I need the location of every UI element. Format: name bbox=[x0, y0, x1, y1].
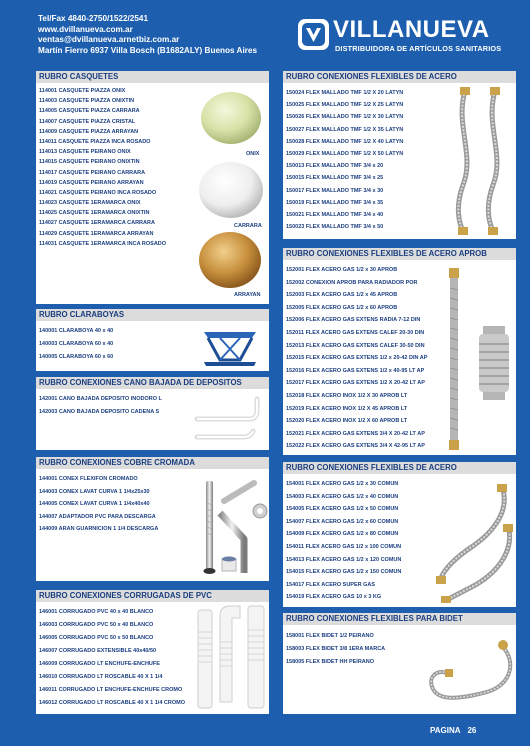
section-flex-aprob bbox=[283, 248, 516, 455]
list-item: 150017 FLEX MALLADO TMF 3/4 x 30 bbox=[286, 187, 384, 194]
section-casquetes bbox=[36, 71, 269, 304]
section-cano-bajada bbox=[36, 377, 269, 450]
list-item: 158003 FLEX BIDET 3/8 1ERA MARCA bbox=[286, 646, 386, 652]
list-item: 150019 FLEX MALLADO TMF 3/4 x 35 bbox=[286, 199, 384, 206]
list-item: 158001 FLEX BIDET 1/2 PEIRANO bbox=[286, 633, 374, 639]
label-onix: ONIX bbox=[246, 151, 260, 157]
list-item: 114017 CASQUETE PEIRANO CARRARA bbox=[39, 169, 146, 176]
list-item: 114001 CASQUETE PIAZZA ONIX bbox=[39, 88, 126, 94]
list-item: 152017 FLEX ACERO GAS EXTENS 1/2 X 20-42 LT AP bbox=[286, 380, 425, 387]
list-item: 114005 CASQUETE PIAZZA CARRARA bbox=[39, 108, 140, 115]
section-title: RUBRO CONEXIONES FLEXIBLES DE ACERO bbox=[283, 462, 516, 474]
list-item: 114019 CASQUETE PEIRANO ARRAYAN bbox=[39, 179, 144, 186]
contact-website[interactable]: www.dvillanueva.com.ar bbox=[38, 24, 133, 34]
brand-name: VILLANUEVA bbox=[333, 16, 490, 43]
list-item: 152003 FLEX ACERO GAS 1/2 x 45 APROB bbox=[286, 292, 398, 299]
list-item: 154017 FLEX ACERO SUPER GAS bbox=[286, 581, 376, 588]
list-item: 146003 CORRUGADO PVC 50 x 40 BLANCO bbox=[39, 622, 154, 628]
brand-subtitle: DISTRIBUIDORA DE ARTÍCULOS SANITARIOS bbox=[335, 44, 502, 53]
list-item: 150027 FLEX MALLADO TMF 1/2 X 35 LATYN bbox=[286, 126, 404, 133]
list-item: 150028 FLEX MALLADO TMF 1/2 X 40 LATYN bbox=[286, 138, 404, 145]
list-item: 146009 CORRUGADO LT ENCHUFE-ENCHUFE bbox=[39, 661, 160, 667]
list-item: 114027 CASQUETE 1ERAMARCA CARRARA bbox=[39, 220, 155, 227]
contact-email[interactable]: ventas@dvillanueva.arnetbiz.com.ar bbox=[38, 35, 180, 44]
section-flex-acero-comun bbox=[283, 462, 516, 607]
section-title: RUBRO CONEXIONES CORRUGADAS DE PVC bbox=[36, 590, 269, 602]
list-item: 152001 FLEX ACERO GAS 1/2 x 30 APROB bbox=[286, 267, 398, 273]
list-item: 114023 CASQUETE 1ERAMARCA ONIX bbox=[39, 200, 141, 207]
list-item: 114003 CASQUETE PIAZZA ONIXTIN bbox=[39, 98, 135, 105]
flex-mallado-image bbox=[445, 85, 513, 237]
list-item: 150023 FLEX MALLADO TMF 3/4 x 50 bbox=[286, 224, 384, 231]
contact-phone: Tel/Fax 4840-2750/1522/2541 bbox=[38, 14, 149, 23]
list-item: 114013 CASQUETE PEIRANO ONIX bbox=[39, 149, 131, 156]
list-item: 154005 FLEX ACERO GAS 1/2 x 50 COMUN bbox=[286, 506, 399, 513]
flex-bidet-image bbox=[423, 629, 515, 713]
v-emblem-icon bbox=[298, 19, 329, 50]
list-item: 146007 CORRUGADO EXTENSIBLE 40x40/50 bbox=[39, 648, 157, 654]
list-item: 154019 FLEX ACERO GAS 10 x 3 KG bbox=[286, 594, 382, 601]
list-item: 142001 CANO BAJADA DEPOSITO INODORO L bbox=[39, 396, 162, 402]
list-item: 144003 CONEX LAVAT CURVA 1 1/4x25x30 bbox=[39, 488, 150, 495]
section-corrugadas bbox=[36, 590, 269, 714]
list-item: 154013 FLEX ACERO GAS 1/2 x 120 COMUN bbox=[286, 556, 402, 563]
list-item: 144005 CONEX LAVAT CURVA 1 1/4x40x40 bbox=[39, 501, 150, 507]
cano-bajada-image bbox=[191, 393, 267, 449]
cobre-cromado-image bbox=[200, 473, 268, 579]
flex-aprob-image bbox=[443, 264, 515, 454]
list-item: 114031 CASQUETE 1ERAMARCA INCA ROSADO bbox=[39, 240, 167, 247]
list-item: 152011 FLEX ACERO GAS EXTENS CALEF 20-30 DIN bbox=[286, 329, 425, 336]
list-item: 152019 FLEX ACERO INOX 1/2 X 45 APROB LT bbox=[286, 405, 408, 412]
list-item: 146005 CORRUGADO PVC 50 x 50 BLANCO bbox=[39, 635, 154, 641]
section-title: RUBRO CONEXIONES FLEXIBLES DE ACERO APROB bbox=[283, 248, 516, 260]
list-item: 154011 FLEX ACERO GAS 1/2 x 100 COMUN bbox=[286, 543, 402, 550]
list-item: 154007 FLEX ACERO GAS 1/2 x 60 COMUN bbox=[286, 518, 399, 525]
list-item: 152020 FLEX ACERO INOX 1/2 X 60 APROB LT bbox=[286, 418, 408, 425]
list-item: 114015 CASQUETE PEIRANO ONIXTIN bbox=[39, 159, 140, 166]
section-flex-bidet bbox=[283, 613, 516, 714]
section-claraboyas bbox=[36, 309, 269, 371]
list-item: 152015 FLEX ACERO GAS EXTENS 1/2 x 20-42 DIN AP bbox=[286, 355, 428, 362]
brand-logo bbox=[298, 16, 502, 58]
list-item: 146010 CORRUGADO LT ROSCABLE 40 X 1 1/4 bbox=[39, 674, 163, 680]
list-item: 154015 FLEX ACERO GAS 1/2 x 150 COMUN bbox=[286, 569, 402, 576]
list-item: 158005 FLEX BIDET HH PEIRANO bbox=[286, 659, 375, 665]
list-item: 152002 CONEXION APROB PARA RADIADOR POR bbox=[286, 279, 418, 286]
list-item: 152005 FLEX ACERO GAS 1/2 x 60 APROB bbox=[286, 304, 398, 311]
section-title: RUBRO CASQUETES bbox=[36, 71, 269, 83]
corrugado-pvc-image bbox=[194, 602, 268, 712]
list-item: 144001 CONEX FLEXIFON CROMADO bbox=[39, 476, 138, 482]
list-item: 144007 ADAPTADOR PVC PARA DESCARGA bbox=[39, 513, 156, 520]
label-arrayan: ARRAYAN bbox=[234, 292, 261, 298]
section-title: RUBRO CONEXIONES FLEXIBLES DE ACERO bbox=[283, 71, 516, 83]
list-item: 154003 FLEX ACERO GAS 1/2 x 40 COMUN bbox=[286, 493, 399, 500]
list-item: 114025 CASQUETE 1ERAMARCA ONIXTIN bbox=[39, 210, 150, 217]
list-item: 150025 FLEX MALLADO TMF 1/2 X 25 LATYN bbox=[286, 102, 404, 109]
list-item: 150015 FLEX MALLADO TMF 3/4 x 25 bbox=[286, 175, 384, 182]
flex-acero-gas-image bbox=[433, 482, 515, 604]
list-item: 150026 FLEX MALLADO TMF 1/2 X 30 LATYN bbox=[286, 114, 404, 121]
list-item: 150024 FLEX MALLADO TMF 1/2 X 20 LATYN bbox=[286, 90, 404, 96]
section-flex-acero bbox=[283, 71, 516, 239]
casquete-arrayan-image bbox=[198, 231, 262, 289]
list-item: 114021 CASQUETE PEIRANO INCA ROSADO bbox=[39, 189, 157, 196]
list-item: 150029 FLEX MALLADO TMF 1/2 X 50 LATYN bbox=[286, 150, 404, 157]
list-item: 154009 FLEX ACERO GAS 1/2 x 80 COMUN bbox=[286, 531, 399, 538]
list-item: 114009 CASQUETE PIAZZA ARRAYAN bbox=[39, 128, 139, 135]
list-item: 146001 CORRUGADO PVC 40 x 40 BLANCO bbox=[39, 609, 154, 615]
list-item: 114011 CASQUETE PIAZZA INCA ROSADO bbox=[39, 138, 151, 145]
section-title: RUBRO CONEXIONES CANO BAJADA DE DEPOSITOS bbox=[36, 377, 269, 389]
section-cobre bbox=[36, 457, 269, 581]
list-item: 152021 FLEX ACERO GAS EXTENS 3/4 X 20-42 LT AP bbox=[286, 430, 425, 437]
contact-info bbox=[38, 14, 257, 56]
page-footer bbox=[430, 726, 476, 735]
casquete-onix-image bbox=[200, 91, 262, 145]
list-item: 144009 ARAN GUARNICION 1 1/4 DESCARGA bbox=[39, 526, 159, 532]
list-item: 140001 CLARABOYA 40 x 40 bbox=[39, 328, 114, 334]
casquete-carrara-image bbox=[198, 161, 264, 219]
section-title: RUBRO CONEXIONES FLEXIBLES PARA BIDET bbox=[283, 613, 516, 625]
section-title: RUBRO CLARABOYAS bbox=[36, 309, 269, 321]
list-item: 152013 FLEX ACERO GAS EXTENS CALEF 30-50 DIN bbox=[286, 342, 425, 349]
page-label: PAGINA bbox=[430, 726, 461, 735]
list-item: 140003 CLARABOYA 60 x 40 bbox=[39, 341, 114, 347]
contact-address: Martín Fierro 6937 Villa Bosch (B1682ALY) Buenos Aires bbox=[38, 45, 258, 55]
list-item: 152022 FLEX ACERO GAS EXTENS 3/4 X 42-95 LT AP bbox=[286, 443, 425, 450]
list-item: 114007 CASQUETE PIAZZA CRISTAL bbox=[39, 118, 136, 125]
page-number: 26 bbox=[467, 726, 477, 735]
list-item: 146012 CORRUGADO LT ROSCABLE 40 X 1 1/4 CROMO bbox=[39, 700, 185, 706]
list-item: 150013 FLEX MALLADO TMF 3/4 x 20 bbox=[286, 163, 384, 170]
list-item: 142003 CANO BAJADA DEPOSITO CADENA S bbox=[39, 409, 160, 415]
list-item: 152018 FLEX ACERO INOX 1/2 X 30 APROB LT bbox=[286, 392, 408, 399]
label-carrara: CARRARA bbox=[234, 223, 262, 229]
list-item: 150021 FLEX MALLADO TMF 3/4 x 40 bbox=[286, 211, 384, 218]
list-item: 114029 CASQUETE 1ERAMARCA ARRAYAN bbox=[39, 230, 154, 237]
list-item: 140005 CLARABOYA 60 x 60 bbox=[39, 354, 114, 360]
list-item: 154001 FLEX ACERO GAS 1/2 x 30 COMUN bbox=[286, 481, 399, 487]
list-item: 152016 FLEX ACERO GAS EXTENS 1/2 x 40-95 LT AP bbox=[286, 367, 425, 374]
list-item: 152006 FLEX ACERO GAS EXTENS RADIA 7-12 DIN bbox=[286, 317, 421, 324]
page-header bbox=[0, 0, 530, 66]
claraboya-image bbox=[200, 322, 260, 368]
section-title: RUBRO CONEXIONES COBRE CROMADA bbox=[36, 457, 269, 469]
list-item: 146011 CORRUGADO LT ENCHUFE-ENCHUFE CROMO bbox=[39, 687, 183, 693]
